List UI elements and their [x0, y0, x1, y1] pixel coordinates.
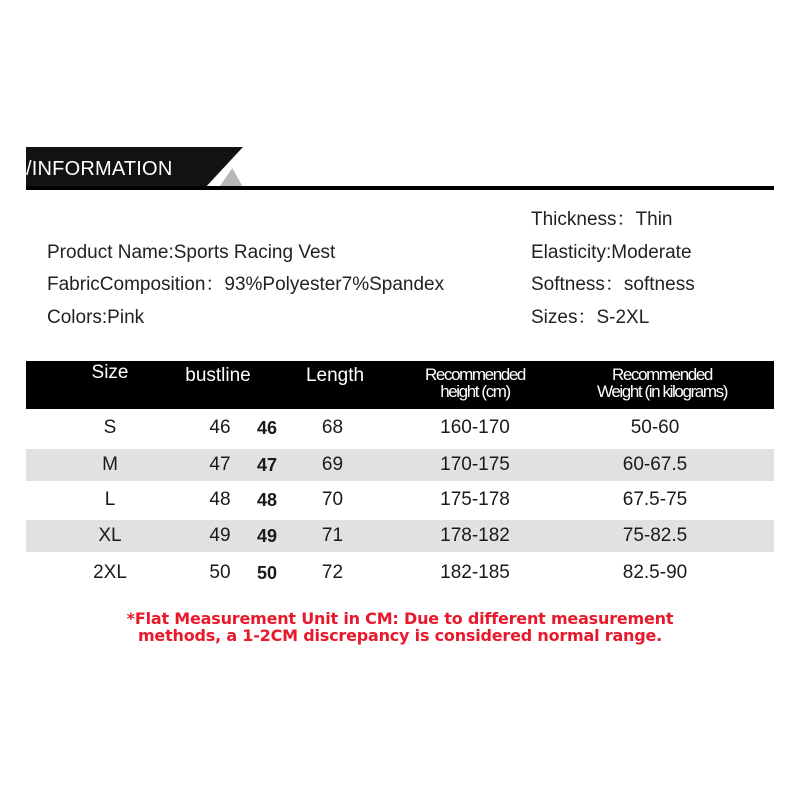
info-colors: Colors:Pink [47, 307, 145, 328]
cell-length: 72 [321, 562, 344, 583]
cell-bustline: 50 [209, 562, 231, 583]
section-divider [26, 186, 774, 190]
cell-height: 160-170 [440, 417, 510, 438]
cell-length: 69 [321, 454, 344, 475]
cell-bustline: 46 [209, 417, 231, 438]
info-product-name: Product Name:Sports Racing Vest [47, 242, 336, 263]
cell-bustline-bold: 49 [256, 526, 278, 546]
section-title: /INFORMATION [26, 158, 173, 180]
cell-height: 175-178 [440, 489, 510, 510]
cell-size: 2XL [93, 562, 127, 583]
cell-bustline: 47 [209, 454, 231, 475]
cell-size: L [104, 489, 116, 510]
header-size: Size [91, 362, 129, 383]
header-weight-line2: Weight (in kilograms) [597, 382, 727, 401]
cell-height: 182-185 [440, 562, 510, 583]
info-softness: Softness：softness [531, 274, 695, 295]
cell-weight: 60-67.5 [622, 454, 688, 475]
cell-length: 68 [321, 417, 344, 438]
cell-weight: 50-60 [630, 417, 680, 438]
cell-weight: 75-82.5 [622, 525, 688, 546]
cell-bustline-bold: 48 [256, 490, 278, 510]
info-elasticity: Elasticity:Moderate [531, 242, 692, 263]
header-height-line1: Recommended [425, 365, 525, 384]
measurement-note-line2: methods, a 1-2CM discrepancy is considered normal range. [137, 626, 663, 645]
cell-bustline: 49 [209, 525, 231, 546]
cell-size: M [102, 454, 118, 475]
cell-bustline-bold: 46 [256, 418, 278, 438]
cell-weight: 82.5-90 [622, 562, 688, 583]
measurement-note-line1: *Flat Measurement Unit in CM: Due to different measurement [126, 609, 674, 628]
header-weight-line1: Recommended [612, 365, 712, 384]
cell-size: S [103, 417, 117, 438]
header-bustline: bustline [185, 365, 251, 386]
info-thickness: Thickness：Thin [531, 209, 673, 230]
cell-bustline: 48 [209, 489, 231, 510]
info-sizes: Sizes：S-2XL [531, 307, 650, 328]
cell-length: 70 [321, 489, 344, 510]
cell-size: XL [98, 525, 122, 546]
cell-weight: 67.5-75 [622, 489, 688, 510]
cell-bustline-bold: 50 [256, 563, 278, 583]
header-length: Length [305, 365, 365, 386]
info-fabric-composition: FabricComposition：93%Polyester7%Spandex [47, 274, 445, 295]
cell-height: 178-182 [440, 525, 510, 546]
cell-length: 71 [321, 525, 344, 546]
cell-height: 170-175 [440, 454, 510, 475]
header-height-line2: height (cm) [440, 382, 510, 401]
cell-bustline-bold: 47 [256, 455, 278, 475]
